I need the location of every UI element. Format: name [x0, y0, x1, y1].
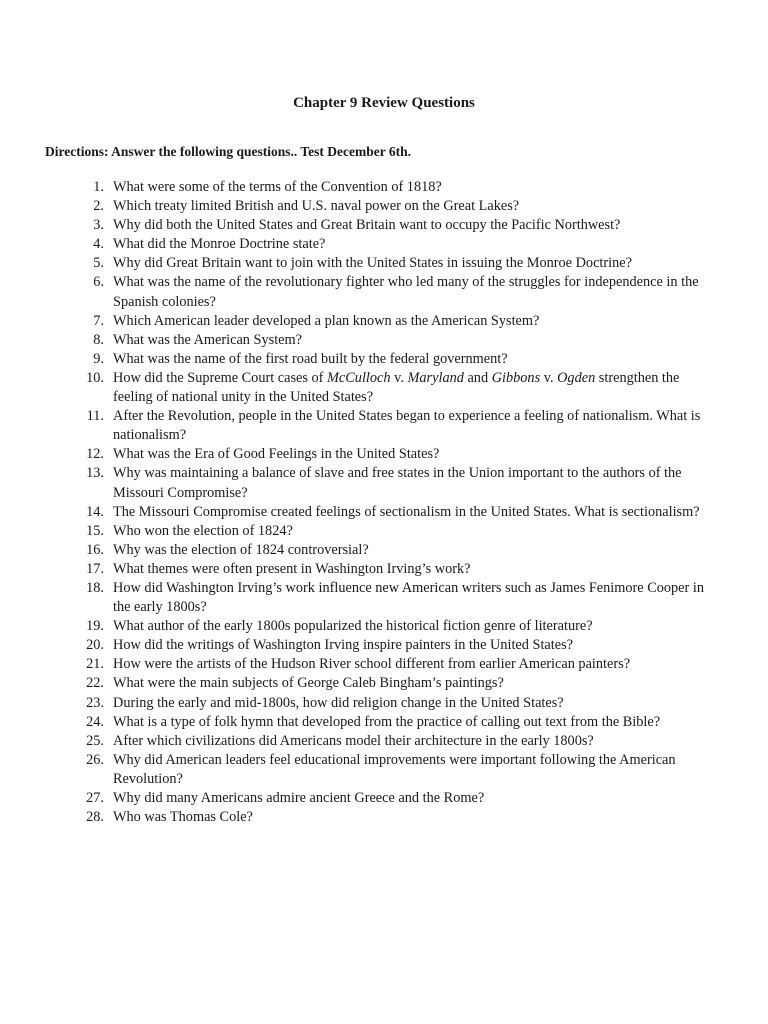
question-number: 14. [86, 503, 104, 520]
question-text: Who won the election of 1824? [113, 522, 293, 539]
directions-text: Directions: Answer the following questions.. Test December 6th. [45, 144, 411, 159]
question-item [0, 503, 719, 522]
question-text: Which American leader developed a plan known as the American System? [113, 312, 540, 329]
question-item [0, 235, 719, 254]
question-item [0, 732, 719, 751]
question-text: How were the artists of the Hudson River school different from earlier American painters? [113, 656, 631, 673]
case-name-italic: Maryland [407, 369, 464, 386]
question-item [0, 273, 719, 311]
question-text: What were some of the terms of the Convention of 1818? [113, 179, 442, 195]
question-text: What did the Monroe Doctrine state? [113, 236, 326, 253]
question-text: Why did both the United States and Great Britain want to occupy the Pacific Northwest? [113, 217, 621, 234]
page-title: Chapter 9 Review Questions [293, 95, 475, 111]
question-number: 22. [86, 675, 104, 692]
question-number: 27. [86, 790, 104, 806]
question-text: What themes were often present in Washington Irving’s work? [113, 560, 471, 577]
question-number: 6. [93, 274, 104, 291]
question-text: Why did American leaders feel educational improvements were important following the American Revolution? [113, 751, 676, 787]
question-number: 9. [93, 350, 104, 367]
question-text: Why was the election of 1824 controversial? [113, 541, 369, 558]
question-number: 20. [86, 637, 104, 654]
case-name-italic: McCulloch [327, 369, 391, 386]
question-number: 10. [86, 369, 104, 386]
question-text: The Missouri Compromise created feelings of sectionalism in the United States. What is sectionalism? [113, 503, 700, 520]
question-number: 17. [86, 560, 104, 577]
question-item [0, 407, 719, 445]
question-number: 1. [93, 179, 104, 195]
question-item [0, 655, 719, 674]
question-text: After the Revolution, people in the United States began to experience a feeling of nationalism. What is nationalism? [113, 408, 701, 444]
question-item [0, 789, 719, 808]
question-text: Why did Great Britain want to join with the United States in issuing the Monroe Doctrine? [113, 255, 632, 272]
question-number: 11. [86, 408, 104, 425]
question-number: 8. [93, 331, 104, 348]
question-text-part: and [463, 369, 492, 386]
question-item [0, 617, 719, 636]
question-text: During the early and mid-1800s, how did religion change in the United States? [113, 694, 564, 711]
question-text: What is a type of folk hymn that developed from the practice of calling out text from the Bible? [113, 713, 661, 730]
question-item [0, 369, 719, 407]
question-item [0, 350, 719, 369]
question-item [0, 464, 719, 502]
question-item [0, 560, 719, 579]
question-item [0, 808, 719, 827]
question-number: 24. [86, 713, 104, 730]
question-number: 3. [93, 217, 104, 234]
question-item [0, 197, 719, 216]
question-list [0, 178, 768, 827]
question-item [0, 312, 719, 331]
case-name-italic: Gibbons [491, 369, 541, 386]
question-number: 23. [86, 694, 104, 711]
question-item [0, 216, 719, 235]
question-text [113, 369, 719, 407]
question-item [0, 445, 719, 464]
question-item [0, 331, 719, 350]
question-text: How did Washington Irving’s work influence new American writers such as James Fenimore Cooper in the early 1800s? [113, 579, 704, 616]
question-text: Who was Thomas Cole? [113, 809, 253, 826]
question-text-part: v. [390, 369, 408, 386]
question-number: 25. [86, 732, 104, 749]
question-text: What was the name of the first road built by the federal government? [113, 350, 508, 367]
case-name-italic: Ogden [557, 369, 596, 386]
question-text: Which treaty limited British and U.S. naval power on the Great Lakes? [113, 198, 520, 215]
question-item [0, 254, 719, 273]
question-text: What were the main subjects of George Caleb Bingham’s paintings? [113, 675, 504, 692]
question-text: After which civilizations did Americans model their architecture in the early 1800s? [113, 732, 594, 749]
question-text: Why did many Americans admire ancient Greece and the Rome? [113, 790, 485, 806]
question-item [0, 636, 719, 655]
question-item [0, 541, 719, 560]
question-text: What was the Era of Good Feelings in the United States? [113, 446, 440, 463]
question-number: 18. [86, 579, 104, 596]
question-text-part: How did the Supreme Court cases of [113, 369, 328, 386]
question-number: 2. [93, 198, 104, 215]
question-text: How did the writings of Washington Irving inspire painters in the United States? [113, 637, 573, 654]
question-number: 26. [86, 751, 104, 768]
question-item [0, 579, 719, 617]
question-number: 19. [86, 618, 104, 635]
question-item [0, 674, 719, 693]
question-number: 7. [93, 312, 104, 329]
question-text: What was the name of the revolutionary fighter who led many of the struggles for independence in the Spanish colonies? [113, 274, 699, 310]
question-number: 5. [93, 255, 104, 272]
question-number: 16. [86, 541, 104, 558]
question-text: Why was maintaining a balance of slave and free states in the Union important to the authors of the Missouri Compromise? [113, 465, 682, 501]
question-item [0, 178, 719, 197]
question-item [0, 713, 719, 732]
question-number: 12. [86, 446, 104, 463]
question-text-part: strengthen the feeling of national unity in the United States? [113, 369, 680, 406]
question-item [0, 522, 719, 541]
question-number: 15. [86, 522, 104, 539]
question-text: What author of the early 1800s popularized the historical fiction genre of literature? [113, 618, 593, 635]
question-text: What was the American System? [113, 331, 302, 348]
question-number: 21. [86, 656, 104, 673]
question-item [0, 694, 719, 713]
question-number: 13. [86, 465, 104, 482]
question-item [0, 751, 719, 789]
question-number: 4. [93, 236, 104, 253]
question-text-part: v. [540, 369, 558, 386]
question-number: 28. [86, 809, 104, 826]
